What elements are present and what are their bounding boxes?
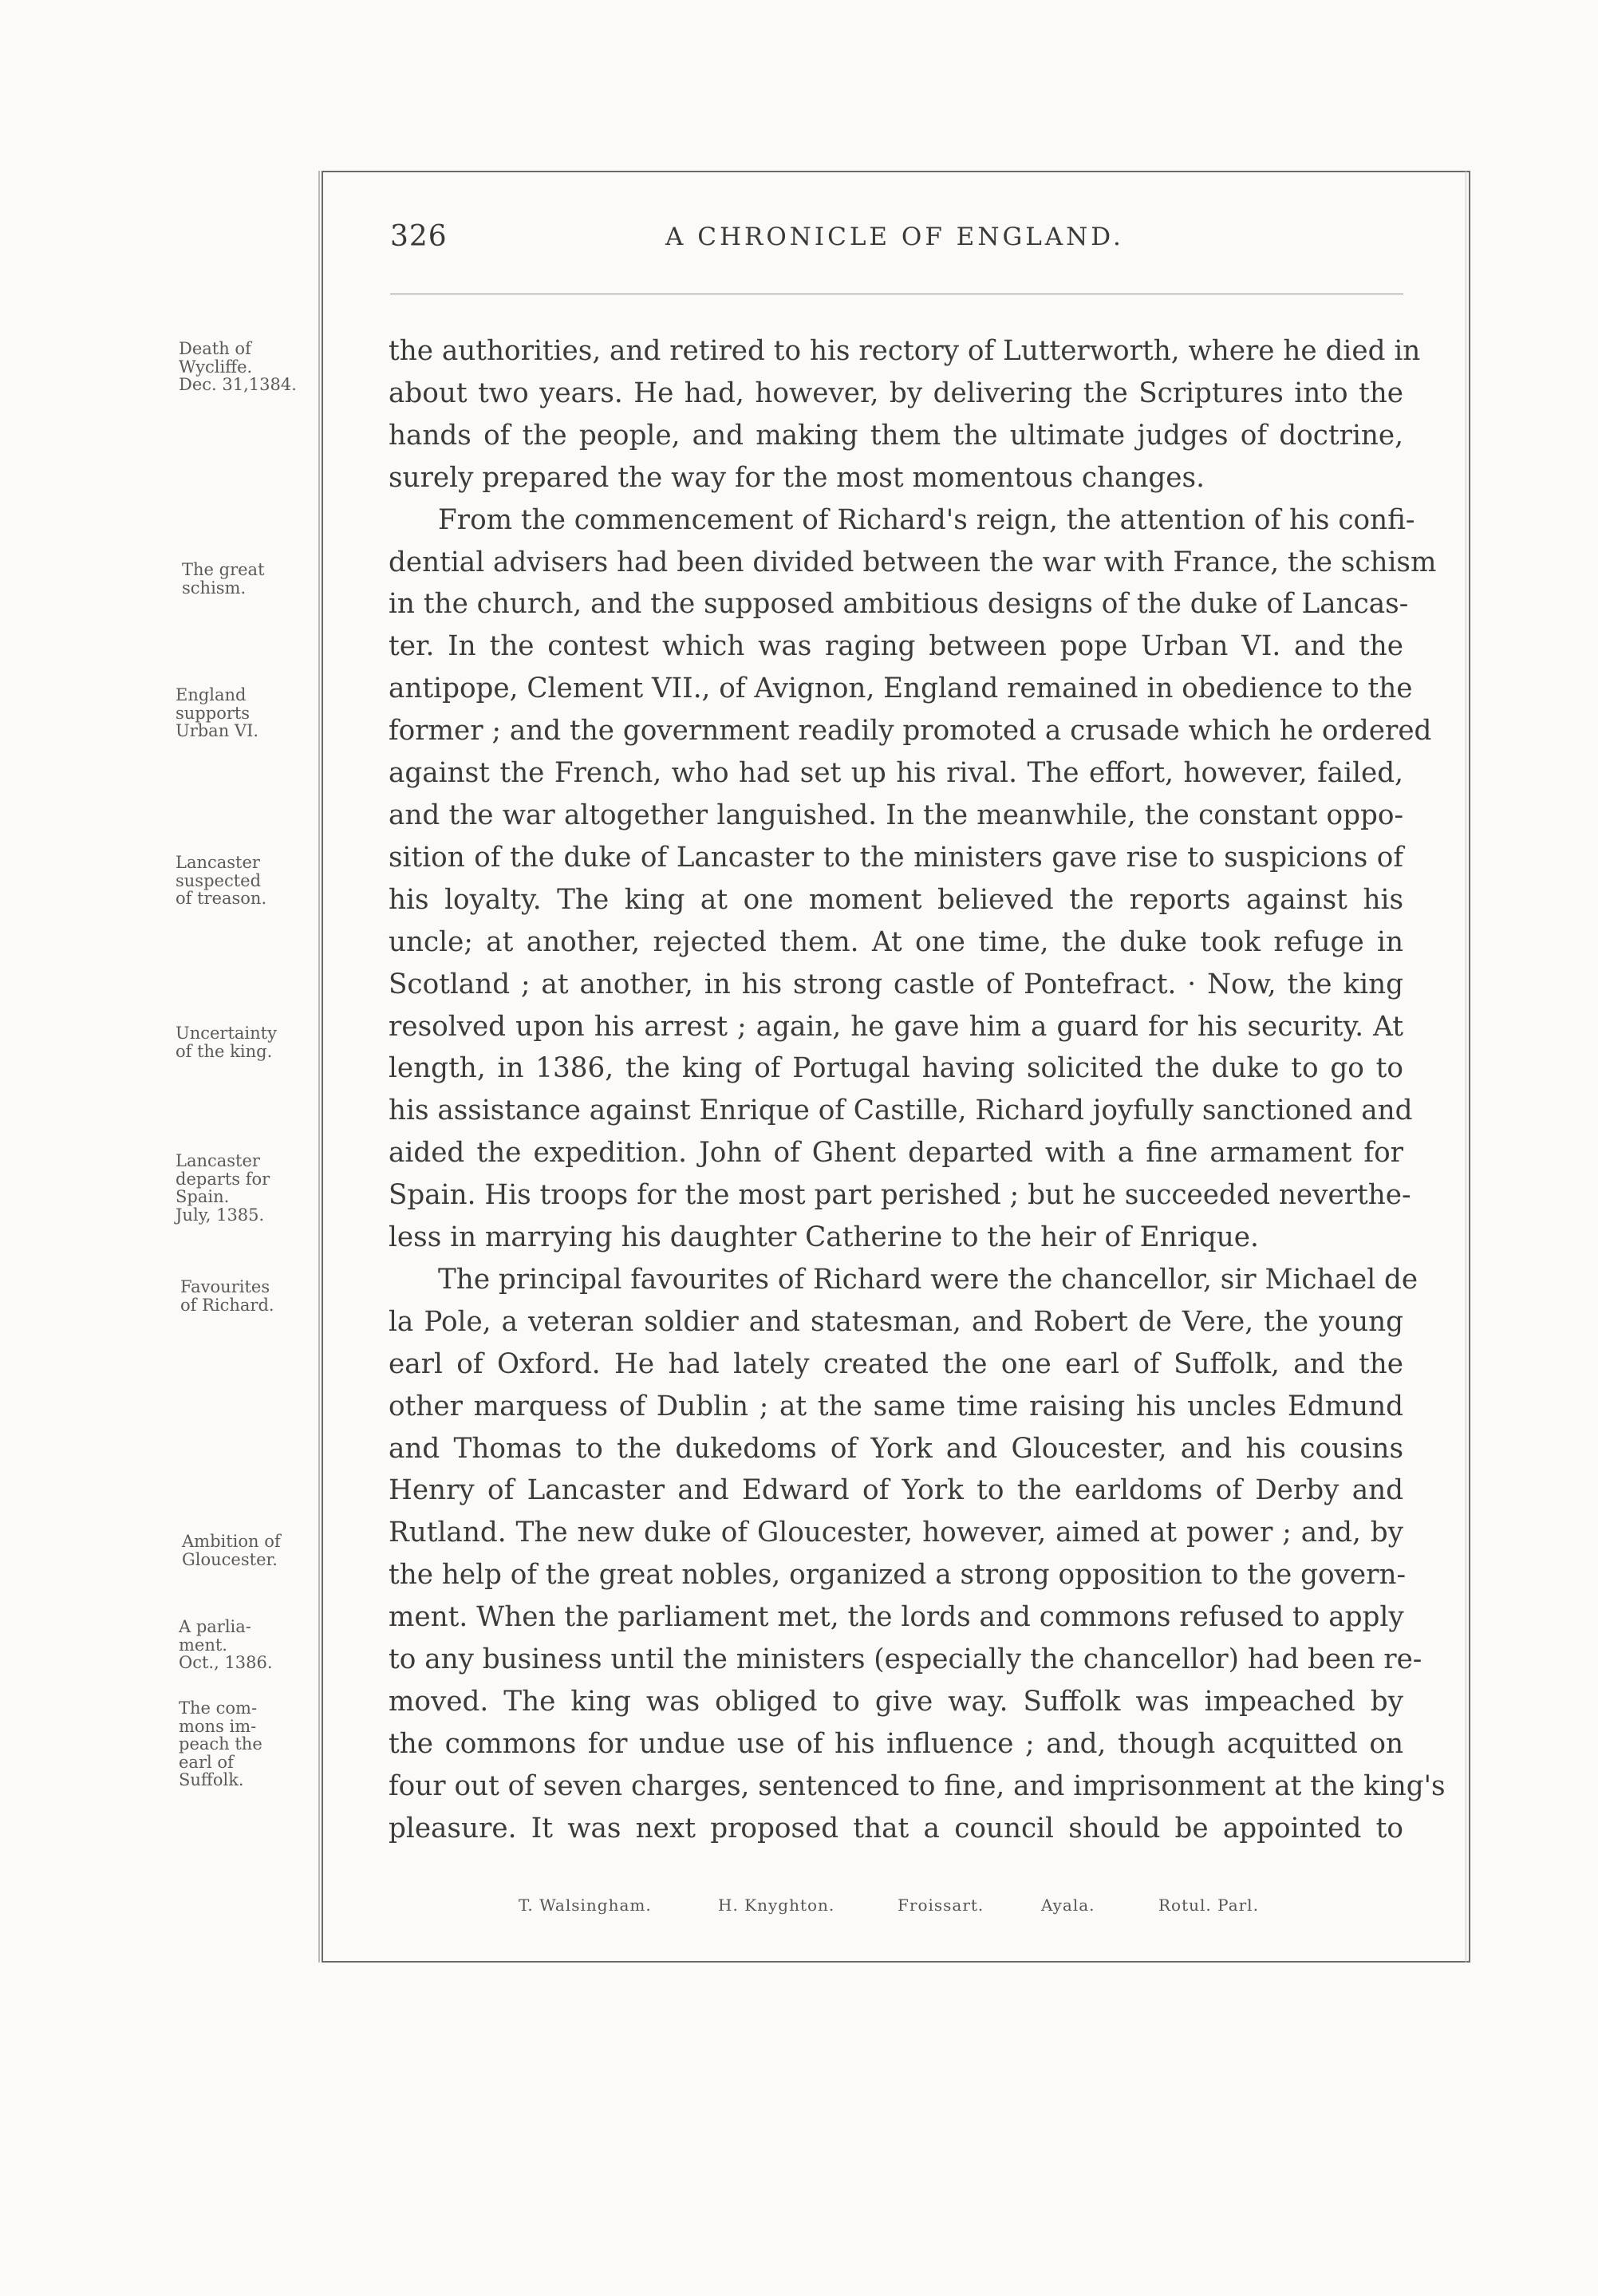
- text-line: ter. In the contest which was raging between pope Urban VI. and the: [389, 630, 1403, 663]
- text-line: and the war altogether languished. In the meanwhile, the constant oppo-: [389, 799, 1403, 831]
- text-line: earl of Oxford. He had lately created the one earl of Suffolk, and the: [389, 1347, 1403, 1380]
- margin-note: Uncertainty of the king.: [176, 1024, 277, 1061]
- text-line: to any business until the ministers (especially the chancellor) had been re-: [389, 1643, 1422, 1676]
- page-frame-shadow-left: [318, 171, 320, 1963]
- margin-note: Death of Wycliffe. Dec. 31,1384.: [179, 339, 297, 394]
- source-citation: Rotul. Parl.: [1158, 1896, 1259, 1915]
- margin-note: England supports Urban VI.: [176, 685, 259, 740]
- margin-note: Ambition of Gloucester.: [182, 1532, 281, 1569]
- text-line: pleasure. It was next proposed that a council should be appointed to: [389, 1812, 1403, 1844]
- page-frame-shadow-right: [1466, 171, 1470, 1963]
- text-line: uncle; at another, rejected them. At one time, the duke took refuge in: [389, 925, 1403, 958]
- text-line: surely prepared the way for the most momentous changes.: [389, 461, 1205, 494]
- margin-note: Lancaster suspected of treason.: [176, 853, 267, 908]
- text-line: less in marrying his daughter Catherine to the heir of Enrique.: [389, 1221, 1259, 1254]
- text-line: the help of the great nobles, organized a strong opposition to the govern-: [389, 1559, 1407, 1592]
- text-line: ment. When the parliament met, the lords and commons refused to apply: [389, 1601, 1404, 1634]
- text-line: sition of the duke of Lancaster to the ministers gave rise to suspicions of: [389, 841, 1403, 874]
- text-line: moved. The king was obliged to give way. Suffolk was impeached by: [389, 1686, 1403, 1718]
- text-line: and Thomas to the dukedoms of York and Gloucester, and his cousins: [389, 1432, 1403, 1465]
- source-citation: H. Knyghton.: [718, 1896, 835, 1915]
- text-line: Rutland. The new duke of Gloucester, however, aimed at power ; and, by: [389, 1517, 1403, 1549]
- text-line: in the church, and the supposed ambitious designs of the duke of Lancas-: [389, 588, 1409, 621]
- text-line: From the commencement of Richard's reign, the attention of his confi-: [438, 503, 1415, 536]
- text-line: hands of the people, and making them the ultimate judges of doctrine,: [389, 419, 1403, 452]
- text-line: antipope, Clement VII., of Avignon, England remained in obedience to the: [389, 673, 1413, 705]
- margin-note: Favourites of Richard.: [180, 1277, 274, 1315]
- text-line: his loyalty. The king at one moment believed the reports against his: [389, 883, 1403, 916]
- text-line: about two years. He had, however, by delivering the Scriptures into the: [389, 377, 1403, 409]
- source-citation: T. Walsingham.: [519, 1896, 652, 1915]
- text-line: the authorities, and retired to his rectory of Lutterworth, where he died in: [389, 335, 1421, 367]
- text-line: length, in 1386, the king of Portugal having solicited the duke to go to: [389, 1052, 1403, 1085]
- body-text: [389, 330, 1446, 1850]
- text-line: aided the expedition. John of Ghent departed with a fine armament for: [389, 1137, 1403, 1170]
- source-citation: Ayala.: [1041, 1896, 1095, 1915]
- text-line: The principal favourites of Richard were the chancellor, sir Michael de: [438, 1263, 1418, 1296]
- text-line: Henry of Lancaster and Edward of York to the earldoms of Derby and: [389, 1474, 1403, 1507]
- margin-note: Lancaster departs for Spain. July, 1385.: [176, 1151, 270, 1225]
- text-line: Scotland ; at another, in his strong castle of Pontefract. · Now, the king: [389, 968, 1403, 1000]
- margin-note: The com- mons im- peach the earl of Suffolk.: [179, 1698, 262, 1789]
- text-line: former ; and the government readily promoted a crusade which he ordered: [389, 715, 1432, 748]
- running-header: [390, 220, 1403, 265]
- running-title: A CHRONICLE OF ENGLAND.: [665, 223, 1124, 251]
- margin-note: A parlia- ment. Oct., 1386.: [179, 1617, 273, 1672]
- text-line: Spain. His troops for the most part perished ; but he succeeded neverthe-: [389, 1179, 1411, 1212]
- text-line: other marquess of Dublin ; at the same time raising his uncles Edmund: [389, 1390, 1403, 1422]
- text-line: the commons for undue use of his influence ; and, though acquitted on: [389, 1727, 1403, 1760]
- text-line: his assistance against Enrique of Castille, Richard joyfully sanctioned and: [389, 1095, 1413, 1127]
- source-citation: Froissart.: [898, 1896, 984, 1915]
- text-line: dential advisers had been divided between the war with France, the schism: [389, 546, 1437, 578]
- text-line: resolved upon his arrest ; again, he gave him a guard for his security. At: [389, 1010, 1403, 1043]
- text-line: four out of seven charges, sentenced to fine, and imprisonment at the king's: [389, 1769, 1446, 1802]
- margin-note: The great schism.: [182, 560, 265, 598]
- page-number: 326: [390, 220, 448, 253]
- text-line: la Pole, a veteran soldier and statesman, and Robert de Vere, the young: [389, 1305, 1403, 1338]
- text-line: against the French, who had set up his rival. The effort, however, failed,: [389, 757, 1403, 790]
